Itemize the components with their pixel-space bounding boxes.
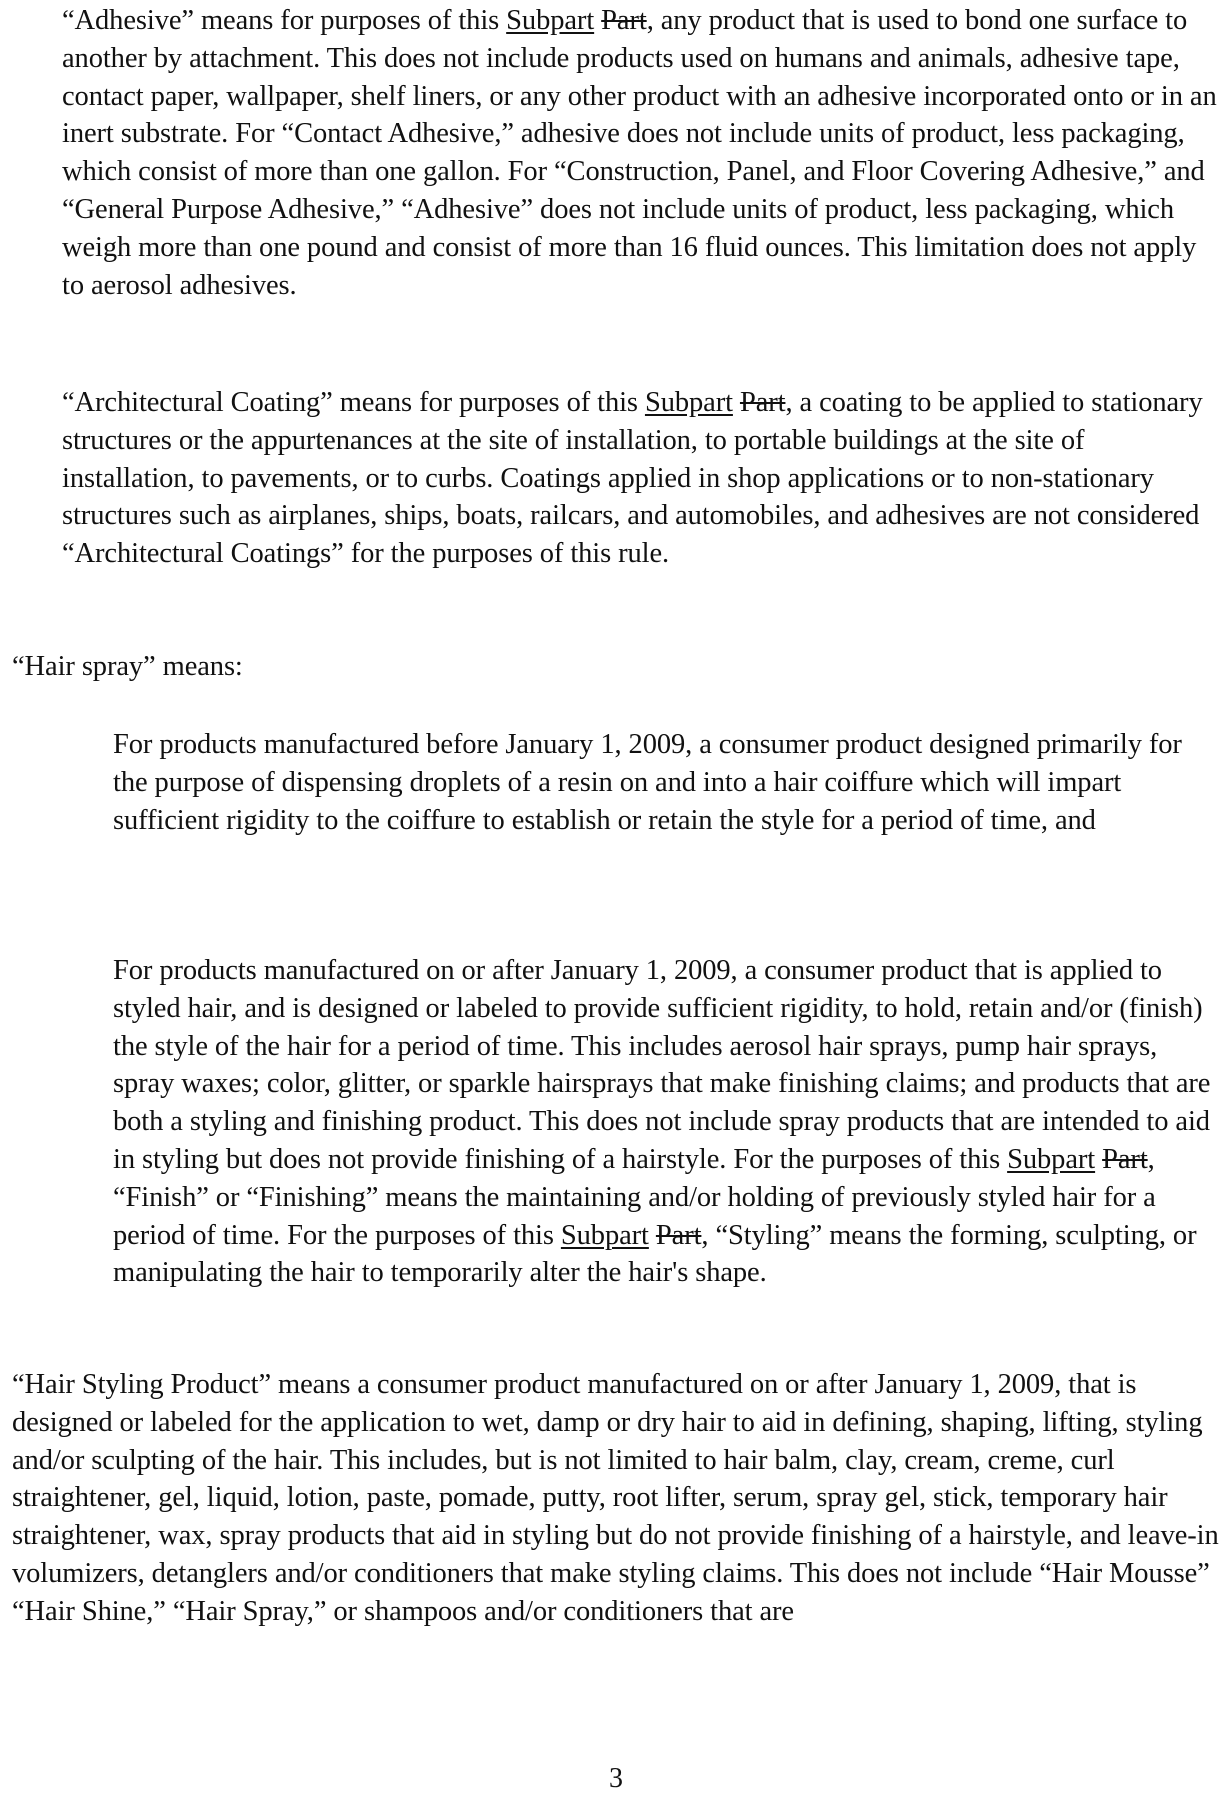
deleted-part: Part <box>601 5 647 36</box>
hair-spray-before-2009: For products manufactured before January 1, 2009, a consumer product designed primarily for the purpose of dispensing droplets of a resin on and into a hair coiffure which will impart sufficient rigidity to the coiffure to establish or retain the style for a period of time, and <box>113 729 1182 836</box>
architectural-text-start: “Architectural Coating” means for purposes of this <box>62 387 645 418</box>
hair-spray-after-text-2: , “Finish” or “Finishing” means the maintaining and/or holding of previously styled hair for a period of time. For the purposes of this <box>113 1143 1156 1251</box>
inserted-subpart: Subpart <box>506 5 595 36</box>
deleted-part: Part <box>1102 1143 1148 1175</box>
architectural-coating-definition <box>62 384 1222 573</box>
architectural-text-rest: , a coating to be applied to stationary structures or the appurtenances at the site of installation, to portable buildings at the site of installation, to pavements, or to curbs. Coatings applied in shop applications or to non-stationary structures such as airplanes, ships, boats, railcars, and automobiles, and adhesives are not considered “Architectural Coatings” for the purposes of this rule. <box>62 387 1203 570</box>
hair-spray-after-text-1: For products manufactured on or after January 1, 2009, a consumer product that is applied to styled hair, and is designed or labeled to provide sufficient rigidity, to hold, retain and/or (finish) the style of the hair for a period of time. This includes aerosol hair sprays, pump hair sprays, spray waxes; color, glitter, or sparkle hairsprays that make finishing claims; and products that are both a styling and finishing product. This does not include spray products that are intended to aid in styling but does not provide finishing of a hairstyle. For the purposes of this <box>113 955 1211 1175</box>
hair-spray-after-2009 <box>113 952 1213 1292</box>
adhesive-text-start: “Adhesive” means for purposes of this <box>62 5 507 36</box>
adhesive-text-rest: , any product that is used to bond one surface to another by attachment. This does not include products used on humans and animals, adhesive tape, contact paper, wallpaper, shelf liners, or any other product with an adhesive incorporated onto or in an inert substrate. For “Contact Adhesive,” adhesive does not include units of product, less packaging, which consist of more than one gallon. For “Construction, Panel, and Floor Covering Adhesive,” and “General Purpose Adhesive,” “Adhesive” does not include units of product, less packaging, which weigh more than one pound and consist of more than 16 fluid ounces. This limitation does not apply to aerosol adhesives. <box>62 5 1217 301</box>
hair-spray-after-text-3: , “Styling” means the forming, sculpting, or manipulating the hair to temporarily alter the hair's shape. <box>113 1219 1197 1289</box>
deleted-part: Part <box>655 1219 702 1251</box>
hair-spray-heading: “Hair spray” means: <box>12 651 243 682</box>
inserted-subpart: Subpart <box>560 1219 649 1251</box>
deleted-part: Part <box>739 387 786 418</box>
page-number: 3 <box>609 1763 623 1794</box>
inserted-subpart: Subpart <box>1007 1143 1096 1175</box>
inserted-subpart: Subpart <box>644 387 733 418</box>
hair-styling-product-definition: “Hair Styling Product” means a consumer product manufactured on or after January 1, 2009, that is designed or labeled for the application to wet, damp or dry hair to aid in defining, shaping, lifting, styling and/or sculpting of the hair. This includes, but is not limited to hair balm, clay, cream, creme, curl straightener, gel, liquid, lotion, paste, pomade, putty, root lifter, serum, spray gel, stick, temporary hair straightener, wax, spray products that aid in styling but do not provide finishing of a hairstyle, and leave-in volumizers, detanglers and/or conditioners that make styling claims. This does not include “Hair Mousse” “Hair Shine,” “Hair Spray,” or shampoos and/or conditioners that are <box>12 1369 1219 1627</box>
adhesive-definition <box>62 2 1222 304</box>
